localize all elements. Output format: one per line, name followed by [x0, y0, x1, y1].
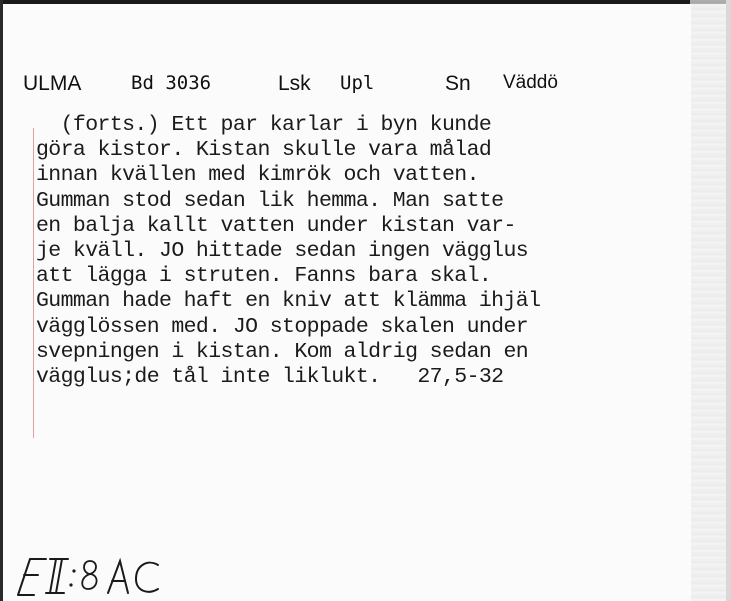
header-province: Upl [340, 72, 375, 94]
text-line: vägglössen med. JO stoppade skalen under [36, 314, 529, 339]
text-line: Gumman hade haft en kniv att klämma ihjäl [36, 289, 541, 314]
card-header [23, 72, 623, 100]
text-line: innan kvällen med kimrök och vatten. [36, 163, 479, 188]
scan-edge-texture [690, 0, 726, 601]
text-line: svepningen i kistan. Kom aldrig sedan en [36, 339, 529, 364]
header-sn-label: Sn [445, 72, 471, 95]
text-line: (forts.) Ett par karlar i byn kunde [36, 113, 492, 137]
handwritten-archive-mark [12, 553, 182, 597]
margin-rule [33, 128, 34, 438]
text-line: Gumman stod sedan lik hemma. Man satte [36, 188, 504, 213]
text-line: göra kistor. Kistan skulle vara målad [36, 138, 492, 163]
scan-border-right [726, 0, 731, 601]
header-word: ULMA [23, 72, 82, 95]
header-lsk-label: Lsk [278, 72, 311, 95]
header-volume: Bd 3036 [131, 72, 212, 94]
header-parish: Väddö [503, 72, 558, 93]
text-line: en balja kallt vatten under kistan var- [36, 213, 516, 238]
text-line: vägglus;de tål inte liklukt. 27,5-32 [36, 364, 504, 389]
text-line: je kväll. JO hittade sedan ingen vägglus [36, 238, 529, 263]
text-line: att lägga i struten. Fanns bara skal. [36, 264, 492, 289]
card-body-text [36, 113, 656, 390]
